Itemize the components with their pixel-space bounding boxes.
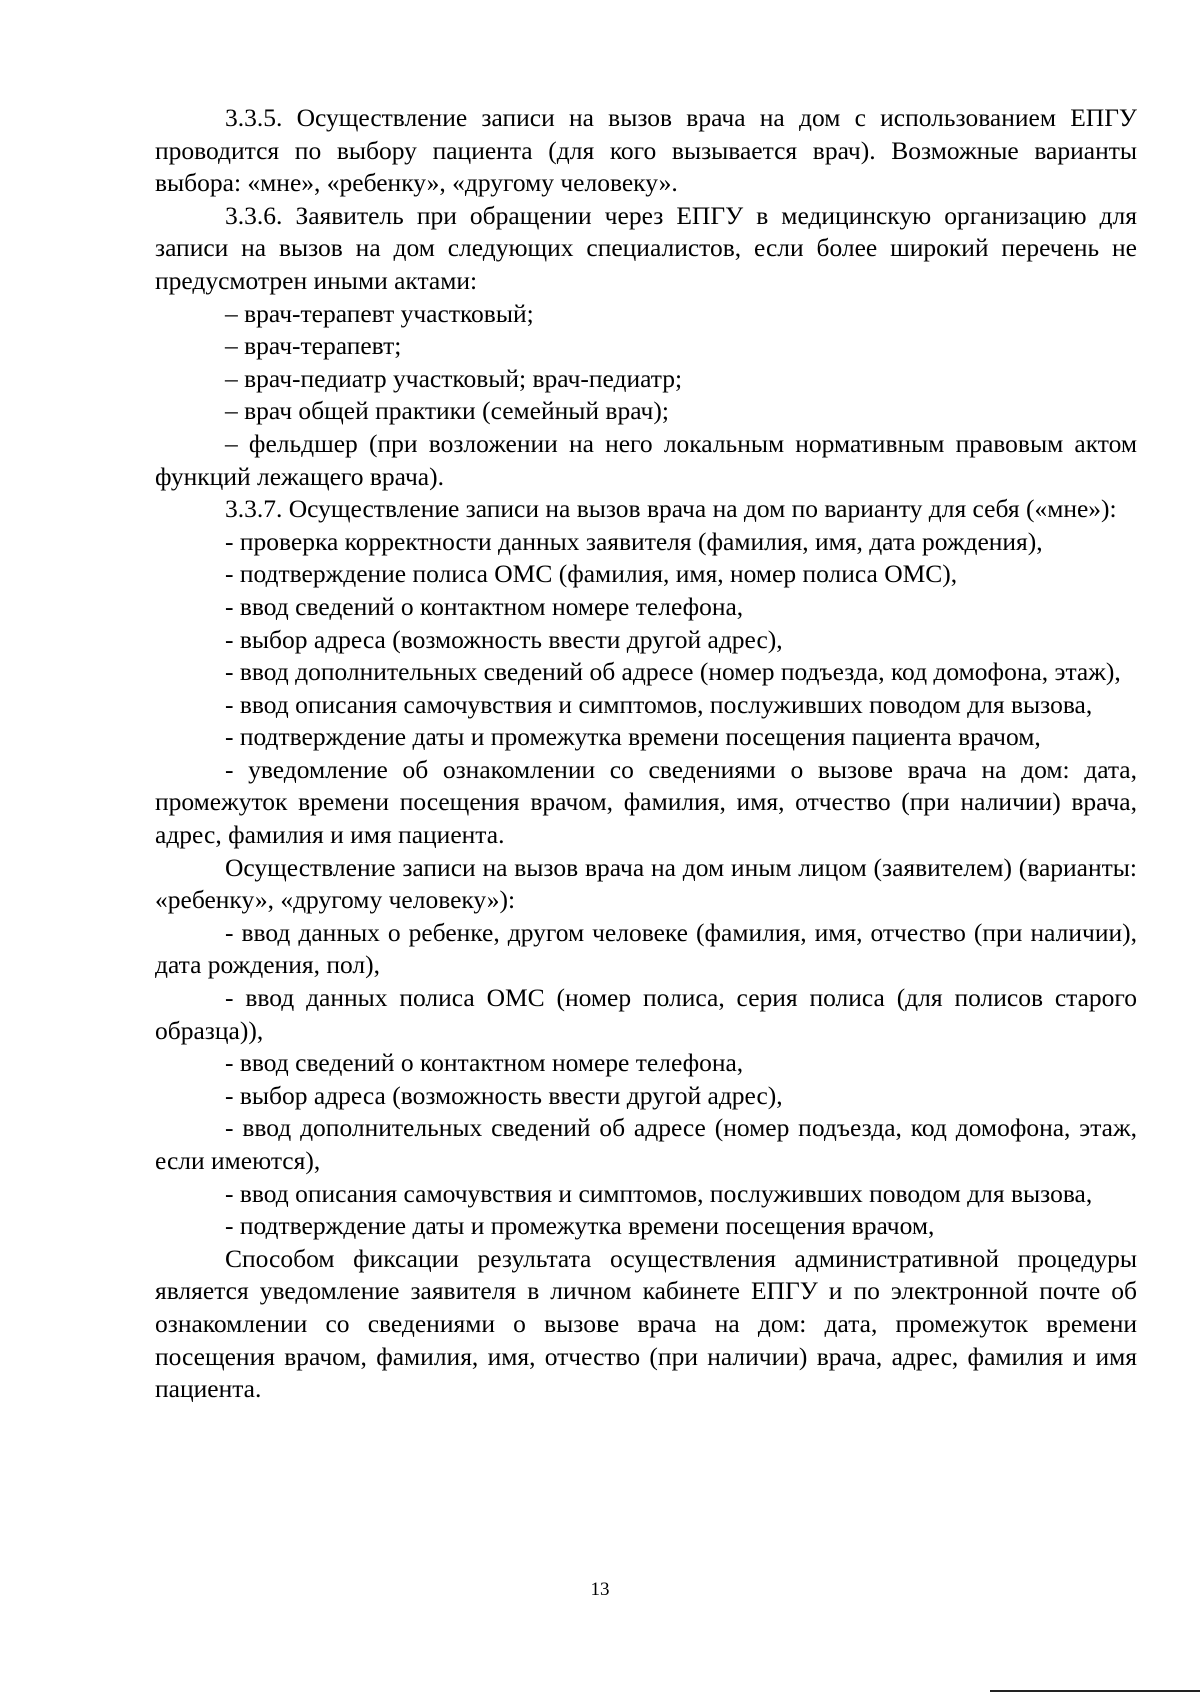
list-item: - ввод сведений о контактном номере телефона, [225, 591, 744, 621]
list-item: - подтверждение полиса ОМС (фамилия, имя, номер полиса ОМС), [225, 559, 958, 589]
list-item: - ввод дополнительных сведений об адресе (номер подъезда, код домофона, этаж, если имеются), [155, 1113, 1137, 1175]
list-item: – фельдшер (при возложении на него локальным нормативным правовым актом функций лежащего врача). [155, 428, 1137, 491]
list-item: - выбор адреса (возможность ввести другой адрес), [225, 624, 783, 654]
scan-edge-divider [990, 1690, 1200, 1692]
page-number: 13 [590, 1579, 610, 1600]
list-item: - подтверждение даты и промежутка времени посещения пациента врачом, [225, 722, 1041, 752]
list-item: - ввод описания самочувствия и симптомов, послуживших поводом для вызова, [225, 689, 1093, 719]
document-body [155, 102, 1137, 1406]
list-item: - ввод дополнительных сведений об адресе (номер подъезда, код домофона, этаж), [225, 657, 1121, 687]
paragraph-3-3-7: 3.3.7. Осуществление записи на вызов врача на дом по варианту для себя («мне»): [225, 494, 1117, 524]
list-item: - ввод данных полиса ОМС (номер полиса, серия полиса (для полисов старого образца)), [155, 983, 1137, 1045]
list-item: - ввод описания самочувствия и симптомов, послуживших поводом для вызова, [225, 1178, 1093, 1208]
paragraph-result-fixation: Способом фиксации результата осуществления административной процедуры является уведомление заявителя в личном кабинете ЕПГУ и по электронной почте об ознакомлении со сведениями о вызове врача на дом: дата, промежуток времени посещения врачом, фамилия, имя, отчество (при наличии) врача, адрес, фамилия и имя пациента. [155, 1243, 1137, 1404]
list-item: - ввод сведений о контактном номере телефона, [225, 1048, 744, 1078]
paragraph-3-3-5: 3.3.5. Осуществление записи на вызов врача на дом с использованием ЕПГУ проводится по выбору пациента (для кого вызывается врач). Возможные варианты выбора: «мне», «ребенку», «другому человеку». [155, 103, 1137, 198]
paragraph-other-person: Осуществление записи на вызов врача на дом иным лицом (заявителем) (варианты: «ребенку», «другому человеку»): [155, 852, 1137, 915]
list-item: - уведомление об ознакомлении со сведениями о вызове врача на дом: дата, промежуток времени посещения врачом, фамилия, имя, отчество (при наличии) врача, адрес, фамилия и имя пациента. [155, 754, 1137, 850]
list-item: – врач-педиатр участковый; врач-педиатр; [225, 363, 683, 393]
paragraph-3-3-6: 3.3.6. Заявитель при обращении через ЕПГУ в медицинскую организацию для записи на вызов на дом следующих специалистов, если более широкий перечень не предусмотрен иными актами: [155, 200, 1137, 295]
list-item: – врач-терапевт; [225, 331, 402, 361]
list-item: - подтверждение даты и промежутка времени посещения врачом, [225, 1211, 935, 1241]
list-item: – врач общей практики (семейный врач); [225, 396, 669, 426]
list-item: – врач-терапевт участковый; [225, 298, 534, 328]
list-item: - выбор адреса (возможность ввести другой адрес), [225, 1080, 783, 1110]
list-item: - ввод данных о ребенке, другом человеке (фамилия, имя, отчество (при наличии), дата рождения, пол), [155, 917, 1137, 980]
list-item: - проверка корректности данных заявителя (фамилия, имя, дата рождения), [225, 526, 1043, 556]
